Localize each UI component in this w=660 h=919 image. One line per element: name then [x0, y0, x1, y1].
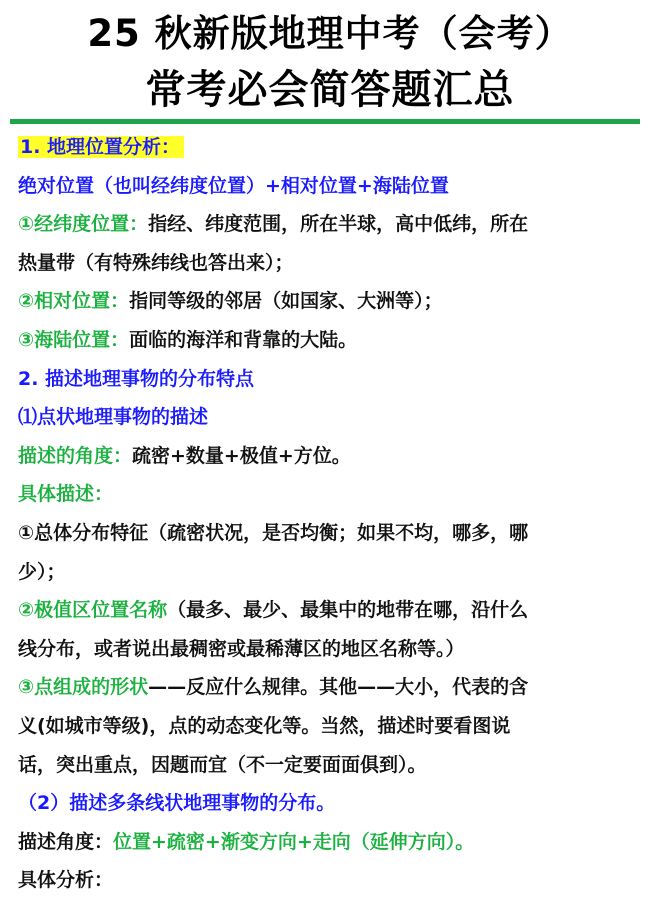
- section2-sub2-detail-label: 具体分析：: [18, 869, 114, 892]
- item3-label: ③海陆位置：: [18, 328, 130, 351]
- section2-sub2-angle: [18, 823, 640, 862]
- item2-label: ②相对位置：: [18, 290, 130, 313]
- section1-formula: 绝对位置（也叫经纬度位置）+相对位置+海陆位置: [18, 174, 449, 197]
- point3-line2: 义(如城市等级)，点的动态变化等。当然，描述时要看图说: [18, 714, 511, 737]
- section2-sub2: （2）描述多条线状地理事物的分布。: [18, 792, 336, 815]
- section2-detail-label: 具体描述：: [18, 483, 114, 506]
- item1-label: ①经纬度位置：: [18, 213, 149, 236]
- point1-line2: 少）；: [18, 560, 66, 583]
- point2-line2: 线分布，或者说出最稠密或最稀薄区的地区名称等。）: [18, 637, 465, 660]
- point2-label: ②极值区位置名称: [18, 599, 168, 622]
- sub2-angle-text: 位置+疏密+渐变方向+走向（延伸方向）。: [113, 830, 475, 853]
- section1-item1: [18, 205, 640, 244]
- angle-text: 疏密+数量+极值+方位。: [132, 444, 351, 467]
- document-body: [18, 128, 640, 900]
- point3-label: ③点组成的形状: [18, 676, 149, 699]
- page-title-line1: 25 秋新版地理中考（会考）: [87, 12, 573, 55]
- item3-text: 面临的海洋和背靠的大陆。: [129, 328, 358, 351]
- section1-heading-line: [18, 128, 640, 167]
- point2-text: （最多、最少、最集中的地带在哪，沿什么: [167, 599, 529, 622]
- section1-item1-cont: 热量带（有特殊纬线也答出来）；: [18, 251, 294, 274]
- point3-text: ——反应什么规律。其他——大小，代表的含: [148, 676, 529, 699]
- section1-item2: [18, 282, 640, 321]
- point3-line3: 话，突出重点，因题而宜（不一定要面面俱到）。: [18, 753, 427, 776]
- item1-text: 指经、纬度范围，所在半球，高中低纬，所在: [148, 213, 529, 236]
- title-divider: [10, 119, 640, 124]
- section2-angle: [18, 437, 640, 476]
- sub2-angle-label: 描述角度：: [18, 830, 114, 853]
- section2-heading: 2. 描述地理事物的分布特点: [18, 367, 255, 390]
- angle-label: 描述的角度：: [18, 444, 133, 467]
- section1-heading: 1. 地理位置分析：: [18, 136, 184, 158]
- section1-item3: [18, 321, 640, 360]
- item2-text: 指同等级的邻居（如国家、大洲等）；: [129, 290, 443, 313]
- page-title-line2: 常考必会简答题汇总: [145, 67, 515, 113]
- point3-line1: [18, 668, 640, 707]
- point1-line1: ①总体分布特征（疏密状况，是否均衡；如果不均，哪多，哪: [18, 521, 529, 544]
- point2-line1: [18, 591, 640, 630]
- section2-sub1: ⑴点状地理事物的描述: [18, 406, 209, 429]
